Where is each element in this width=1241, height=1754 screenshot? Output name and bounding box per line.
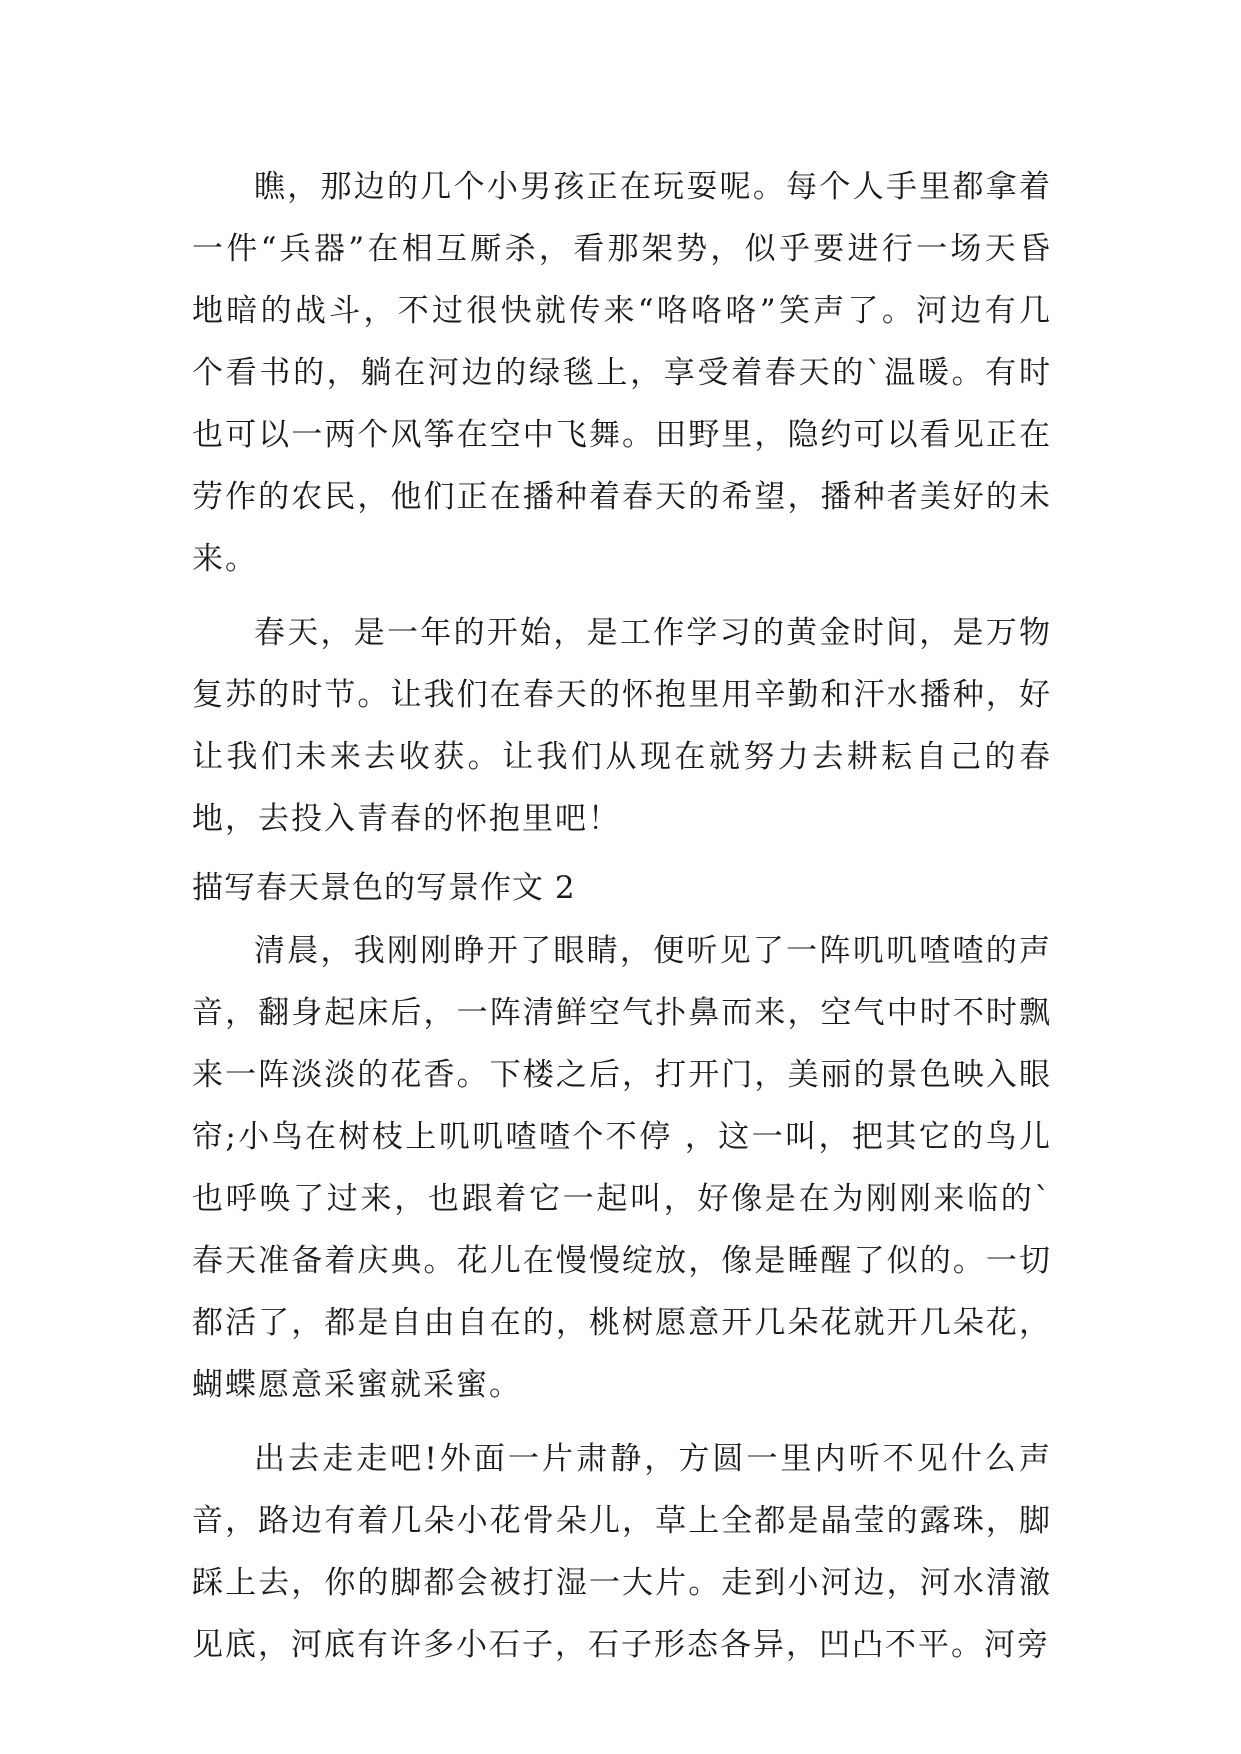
section-heading: 描写春天景色的写景作文 2 — [192, 870, 576, 906]
paragraph-spring-beginning: 春天，是一年的开始，是工作学习的黄金时间，是万物复苏的时节。让我们在春天的怀抱里用辛勤和汗水播种，好让我们未来去收获。让我们从现在就努力去耕耘自己的春地，去投入青春的怀抱里吧！ — [192, 615, 1052, 837]
paragraph-going-out: 出去走走吧!外面一片肃静，方圆一里内听不见什么声音，路边有着几朵小花骨朵儿，草上全都是晶莹的露珠，脚踩上去，你的脚都会被打湿一大片。走到小河边，河水清澈见底，河底有许多小石子，石子形态各异，凹凸不平。河旁 — [192, 1441, 1052, 1663]
document-body — [192, 156, 1052, 1688]
paragraph-morning: 清晨，我刚刚睁开了眼睛，便听见了一阵叽叽喳喳的声音，翻身起床后，一阵清鲜空气扑鼻而来，空气中时不时飘来一阵淡淡的花香。下楼之后，打开门，美丽的景色映入眼帘;小鸟在树枝上叽叽喳喳个不停 ，这一叫，把其它的鸟儿也呼唤了过来，也跟着它一起叫，好像是在为刚刚来临的`春天准备着庆典。花儿在慢慢绽放，像是睡醒了似的。一切都活了，都是自由自在的，桃树愿意开几朵花就开几朵花，蝴蝶愿意采蜜就采蜜。 — [192, 933, 1052, 1403]
paragraph-boys-playing: 瞧，那边的几个小男孩正在玩耍呢。每个人手里都拿着一件“兵器”在相互厮杀，看那架势，似乎要进行一场天昏地暗的战斗，不过很快就传来“咯咯咯”笑声了。河边有几个看书的，躺在河边的绿毯上，享受着春天的`温暖。有时也可以一两个风筝在空中飞舞。田野里，隐约可以看见正在劳作的农民，他们正在播种着春天的希望，播种者美好的未来。 — [192, 169, 1052, 577]
